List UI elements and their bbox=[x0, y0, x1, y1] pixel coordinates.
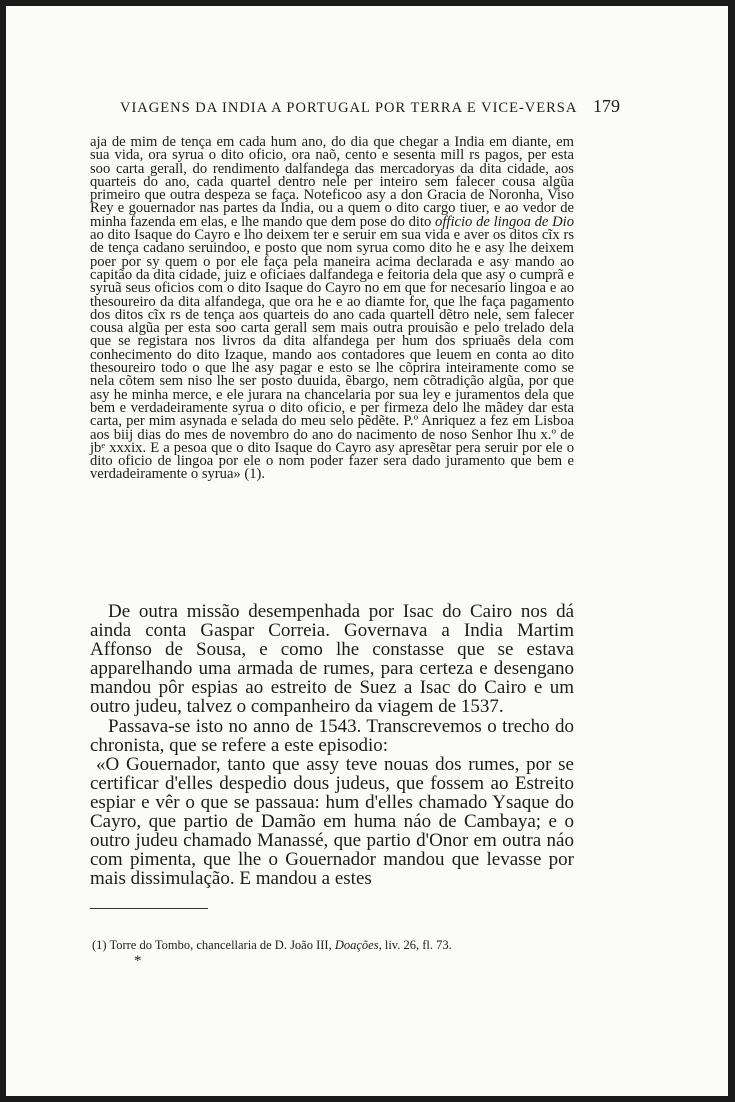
footnote-text-start: (1) Torre do Tombo, chancellaria de D. João III, bbox=[92, 938, 332, 952]
footnote-divider bbox=[90, 908, 208, 909]
document-page bbox=[6, 6, 728, 1096]
footnote bbox=[92, 938, 572, 952]
quoted-document bbox=[90, 136, 574, 482]
quote-paragraph bbox=[90, 136, 574, 482]
main-text bbox=[90, 602, 574, 888]
body-paragraph-1: De outra missão desempenhada por Isac do Cairo nos dá ainda conta Gaspar Correia. Governava a India Martim Affonso de Sousa, e como lhe constasse que se estava apparelhando uma armada de rumes, para certeza e desengano mandou pôr espias ao estreito de Suez a Isac do Cairo e um outro judeu, talvez o companheiro da viagem de 1537. bbox=[90, 601, 574, 718]
running-header bbox=[120, 96, 620, 117]
footnote-italic-title: Doações, bbox=[334, 938, 382, 952]
quote-text-start: aja de mim de tença em cada hum ano, do dia que chegar a India em diante, em sua vida, ora syrua o dito oficio, ora naõ, cento e sesenta mill rs pagos, per esta soo carta gerall, do rendimento dalfandega das mercadoryas da dita cidade, aos quarteis do ano, cada quartel dentro nele per inteiro sem falecer cousa algũa primeiro que outra despeza se faça. Noteficoo asy a don Gracia de Noronha, Viso Rey e gouernador nas partes da India, ou a quem o dito cargo tiuer, e ao vedor de minha fazenda em elas, e lhe mando que dem pose do dito bbox=[90, 134, 574, 230]
page-number: 179 bbox=[593, 96, 620, 116]
body-paragraph-3: «O Gouernador, tanto que assy teve nouas dos rumes, por se certificar d'elles despedio dous judeus, que fossem ao Estreito espiar e vêr o que se passaua: hum d'elles chamado Ysaque do Cayro, que partio de Damão em huma náo de Cambaya; e o outro judeu chamado Manassé, que partio d'Onor em outra náo com pimenta, que lhe o Gouernador mandou que levasse por mais dissimulação. E mandou a estes bbox=[90, 753, 574, 890]
quote-italic-phrase: officio de lingoa de Dio bbox=[435, 213, 574, 230]
quote-text-end: ao dito Isaque do Cayro e lho deixem ter e seruir em sua vida e aver os ditos cĩx rs de tença cadano seruindoo, e posto que nom syrua como dito he e asy lhe deixem poer por sy quem o por ele faça pela maneira acima declarada e asy mando ao capitão da dita cidade, juiz e oficiaes dalfandega e feitoria dela que asy o cumprã e syruã seus oficios com o dito Isaque do Cayro no em que for necesario lingoa e ao thesoureiro da dita alfandega, que ora he e ao diamte for, que lhe faça pagamento dos ditos cĩx rs de tença aos quarteis do ano cada quartell dẽtro nele, sem falecer cousa algũa per esta soo carta gerall sem mais outra prouisão e pelo trelado dela que se registara nos livros da dita alfandega per hum dos spriuaẽs dela com conhecimento do dito Izaque, mando aos contadores que leuem en conta ao dito thesoureiro todo o que lhe asy pagar e esto se lhe cõprira inteiramente como se nela cõtem sem niso lhe ser posto duuida, ẽbargo, nem cõtradição algũa, por que asy he minha merce, e ele jurara na chancelaria por sua ley e juramentos dela que bem e verdadeiramente syrua o dito oficio, e per firmeza delo lhe mãdey dar esta carta, per mim asynada e selada do meu selo pẽdẽte. P.º Anriquez a fez em Lisboa aos biij dias do mes de novembro do ano do nacimento de noso Senhor Ihu x.º de jbᵉ xxxix. E a pesoa que o dito Isaque do Cayro asy apresẽtar pera seruir por ele o dito oficio de lingoa por ele o nom poder fazer sera dado juramento que bem e verdadeiramente o syrua» (1). bbox=[90, 227, 574, 483]
footnote-text-end: liv. 26, fl. 73. bbox=[384, 938, 452, 952]
asterisk-mark: * bbox=[134, 953, 142, 969]
running-title: VIAGENS DA INDIA A PORTUGAL POR TERRA E VICE-VERSA bbox=[120, 100, 578, 116]
body-paragraph-2: Passava-se isto no anno de 1543. Transcrevemos o trecho do chronista, que se refere a este episodio: bbox=[90, 715, 574, 756]
